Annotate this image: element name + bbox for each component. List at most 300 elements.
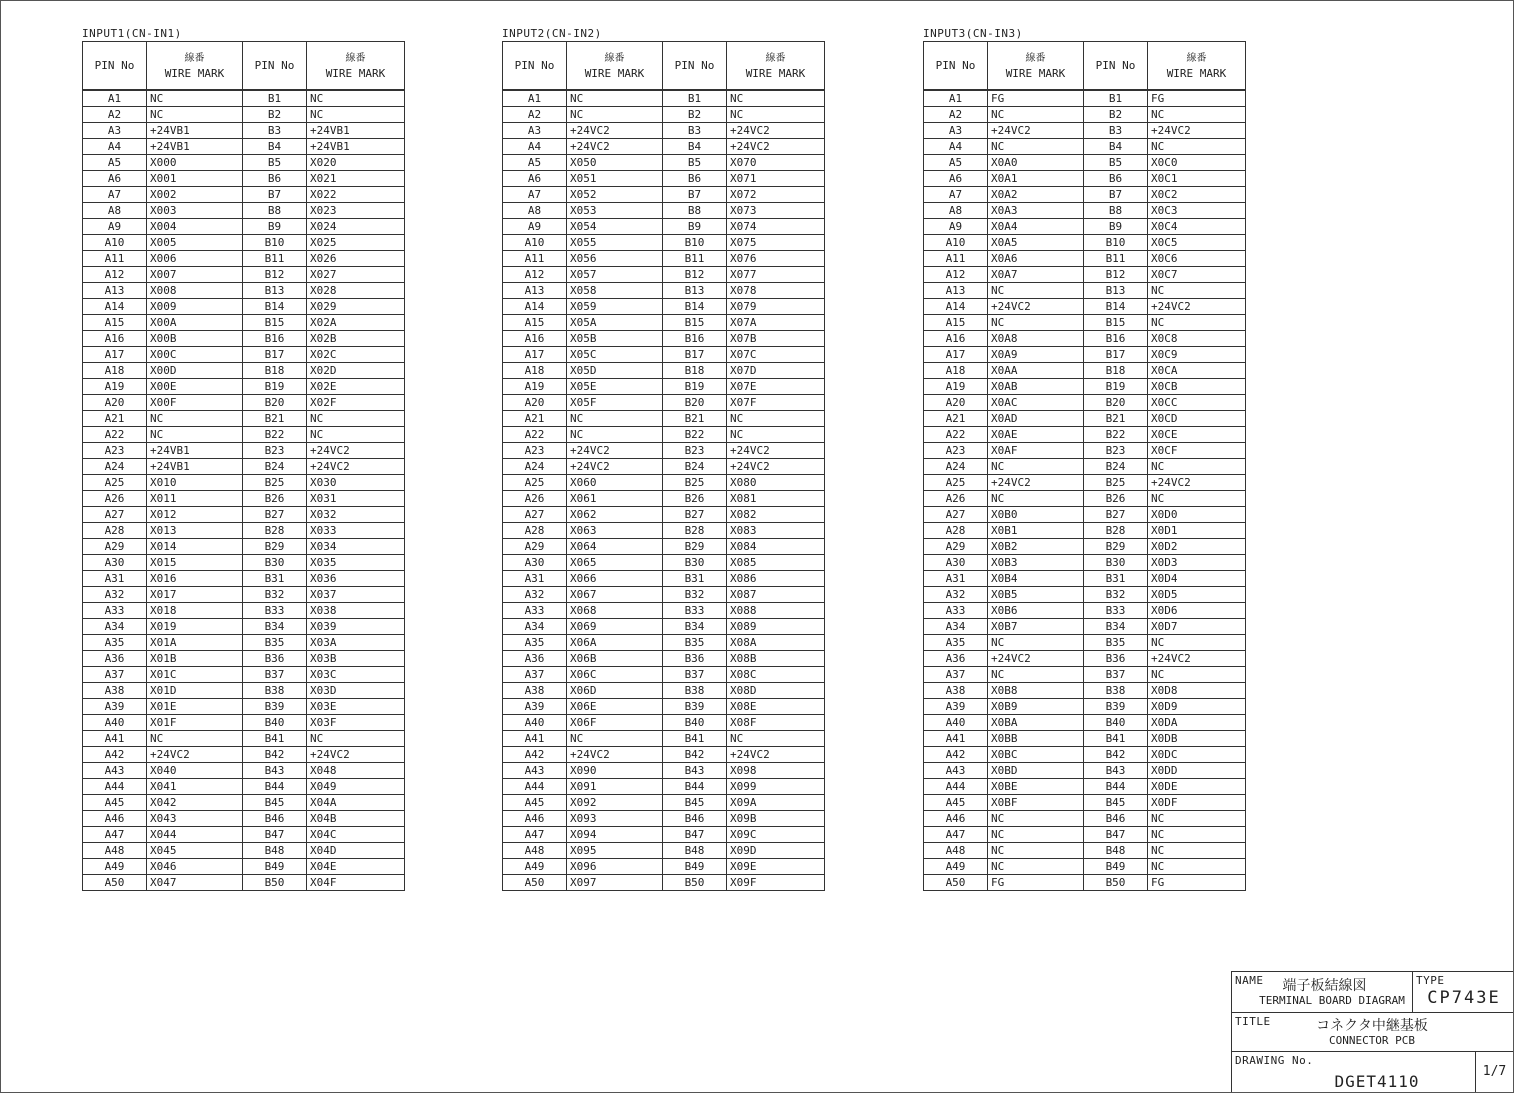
wire-mark: X006 [147, 251, 243, 267]
wire-mark: X077 [727, 267, 825, 283]
pin-header: PIN No [243, 42, 307, 91]
wire-mark: X074 [727, 219, 825, 235]
wire-mark: X00D [147, 363, 243, 379]
table-row [83, 731, 405, 747]
table-row [503, 683, 825, 699]
table-row [83, 235, 405, 251]
table-row [924, 667, 1246, 683]
wire-mark: X060 [567, 475, 663, 491]
type-value: CP743E [1427, 988, 1501, 1008]
wire-header-jp: 線番 [765, 52, 786, 64]
table-row [503, 651, 825, 667]
table-row [503, 235, 825, 251]
wire-mark: X06C [567, 667, 663, 683]
pin-number: B43 [1084, 763, 1148, 779]
wire-mark: X094 [567, 827, 663, 843]
table-row [503, 203, 825, 219]
wire-mark: +24VC2 [727, 747, 825, 763]
wire-mark: +24VB1 [147, 459, 243, 475]
title-block-name-row [1232, 972, 1513, 1013]
pin-number: A49 [924, 859, 988, 875]
table-row [924, 443, 1246, 459]
pin-number: B6 [663, 171, 727, 187]
table-row [503, 571, 825, 587]
pin-number: B5 [1084, 155, 1148, 171]
wire-mark: +24VC2 [307, 459, 405, 475]
table-row [924, 859, 1246, 875]
wire-mark: X090 [567, 763, 663, 779]
pin-number: A31 [924, 571, 988, 587]
pin-number: A34 [503, 619, 567, 635]
pin-number: B42 [243, 747, 307, 763]
drawing-label: DRAWING No. [1235, 1054, 1314, 1067]
pin-number: B6 [243, 171, 307, 187]
wire-mark: NC [147, 427, 243, 443]
pin-number: A22 [83, 427, 147, 443]
type-label: TYPE [1416, 974, 1445, 987]
table-row [503, 427, 825, 443]
pin-number: B39 [243, 699, 307, 715]
pin-number: A40 [83, 715, 147, 731]
wire-mark: X0B8 [988, 683, 1084, 699]
pin-number: A8 [83, 203, 147, 219]
wire-mark: NC [988, 843, 1084, 859]
wire-mark: X09A [727, 795, 825, 811]
table-row [83, 347, 405, 363]
table-row [503, 827, 825, 843]
wire-mark: X0D6 [1148, 603, 1246, 619]
pin-number: A49 [83, 859, 147, 875]
wire-mark: X05B [567, 331, 663, 347]
wire-header [147, 42, 243, 91]
pin-number: B13 [1084, 283, 1148, 299]
drawing-number: DGET4110 [1334, 1072, 1420, 1091]
wire-mark: X03B [307, 651, 405, 667]
wire-mark: NC [1148, 491, 1246, 507]
wire-mark: X086 [727, 571, 825, 587]
pin-number: A40 [503, 715, 567, 731]
pin-number: B2 [663, 107, 727, 123]
pin-table [923, 41, 1246, 891]
wire-mark: X058 [567, 283, 663, 299]
wire-mark: X08C [727, 667, 825, 683]
table-row [83, 651, 405, 667]
pin-number: B44 [1084, 779, 1148, 795]
pin-number: B37 [1084, 667, 1148, 683]
pin-number: A28 [924, 523, 988, 539]
wire-mark: X00E [147, 379, 243, 395]
wire-mark: NC [727, 107, 825, 123]
table-row [924, 811, 1246, 827]
pin-number: A19 [83, 379, 147, 395]
pin-number: A50 [924, 875, 988, 891]
wire-mark: X03A [307, 635, 405, 651]
pin-number: A2 [503, 107, 567, 123]
wire-mark: X04D [307, 843, 405, 859]
pin-number: B41 [243, 731, 307, 747]
pin-number: A24 [83, 459, 147, 475]
table-row [503, 523, 825, 539]
table-row [924, 107, 1246, 123]
wire-mark: X06D [567, 683, 663, 699]
pin-number: B48 [1084, 843, 1148, 859]
pin-number: B4 [663, 139, 727, 155]
table-row [503, 443, 825, 459]
wire-mark: X01C [147, 667, 243, 683]
name-en: TERMINAL BOARD DIAGRAM [1259, 994, 1405, 1007]
pin-number: B24 [663, 459, 727, 475]
pin-number: B30 [663, 555, 727, 571]
table-row [924, 587, 1246, 603]
pin-number: B31 [243, 571, 307, 587]
table-row [503, 587, 825, 603]
pin-number: B16 [243, 331, 307, 347]
pin-number: A10 [924, 235, 988, 251]
wire-mark: X0CD [1148, 411, 1246, 427]
pin-number: B20 [663, 395, 727, 411]
table-row [83, 299, 405, 315]
wire-mark: FG [1148, 90, 1246, 107]
pin-number: B33 [1084, 603, 1148, 619]
wire-mark: X097 [567, 875, 663, 891]
wire-mark: X0A3 [988, 203, 1084, 219]
wire-mark: X09D [727, 843, 825, 859]
pin-number: A13 [503, 283, 567, 299]
table-row [503, 603, 825, 619]
pin-number: A42 [924, 747, 988, 763]
table-row [503, 187, 825, 203]
table-row [924, 875, 1246, 891]
table-row [83, 587, 405, 603]
pin-number: B21 [243, 411, 307, 427]
wire-mark: X096 [567, 859, 663, 875]
pin-number: A15 [503, 315, 567, 331]
wire-mark: X038 [307, 603, 405, 619]
table-row [503, 795, 825, 811]
wire-mark: X003 [147, 203, 243, 219]
wire-mark: NC [727, 90, 825, 107]
table-row [924, 155, 1246, 171]
pin-number: A41 [924, 731, 988, 747]
pin-number: A20 [503, 395, 567, 411]
pin-number: A11 [83, 251, 147, 267]
pin-number: A22 [924, 427, 988, 443]
table-row [83, 139, 405, 155]
pin-number: A17 [503, 347, 567, 363]
pin-number: A29 [503, 539, 567, 555]
table-row [503, 283, 825, 299]
header-row [503, 42, 825, 91]
pin-number: B4 [1084, 139, 1148, 155]
pin-number: A35 [503, 635, 567, 651]
pin-number: B36 [243, 651, 307, 667]
table-row [83, 779, 405, 795]
pin-number: B49 [1084, 859, 1148, 875]
wire-mark: +24VB1 [307, 123, 405, 139]
wire-mark: X04B [307, 811, 405, 827]
wire-mark: NC [988, 635, 1084, 651]
table-row [83, 715, 405, 731]
wire-mark: X0D1 [1148, 523, 1246, 539]
pin-number: B31 [1084, 571, 1148, 587]
pin-number: B36 [663, 651, 727, 667]
wire-mark: NC [988, 859, 1084, 875]
pin-number: A5 [924, 155, 988, 171]
wire-mark: X0D4 [1148, 571, 1246, 587]
table-row [503, 331, 825, 347]
wire-mark: X0B9 [988, 699, 1084, 715]
pin-number: A48 [503, 843, 567, 859]
pin-number: A46 [83, 811, 147, 827]
pin-number: B29 [243, 539, 307, 555]
wire-mark: X045 [147, 843, 243, 859]
pin-number: B1 [663, 90, 727, 107]
pin-number: B49 [663, 859, 727, 875]
wire-mark: X0B4 [988, 571, 1084, 587]
table-row [503, 219, 825, 235]
table-row [924, 763, 1246, 779]
pin-number: A29 [924, 539, 988, 555]
wire-mark: X02D [307, 363, 405, 379]
pin-number: B19 [663, 379, 727, 395]
pin-number: A50 [503, 875, 567, 891]
table-row [924, 90, 1246, 107]
wire-mark: X020 [307, 155, 405, 171]
table-row [924, 843, 1246, 859]
table-row [83, 507, 405, 523]
table-row [924, 523, 1246, 539]
wire-mark: X00B [147, 331, 243, 347]
wire-mark: +24VC2 [727, 459, 825, 475]
table-row [503, 299, 825, 315]
pin-number: B23 [243, 443, 307, 459]
pin-number: B36 [1084, 651, 1148, 667]
pin-number: B3 [1084, 123, 1148, 139]
pin-number: A4 [924, 139, 988, 155]
table-row [924, 363, 1246, 379]
table-row [83, 635, 405, 651]
title-block-drawing-row [1232, 1052, 1513, 1092]
table-row [924, 395, 1246, 411]
pin-number: B23 [663, 443, 727, 459]
pin-number: B8 [663, 203, 727, 219]
pin-number: A24 [503, 459, 567, 475]
wire-mark: X0C2 [1148, 187, 1246, 203]
table-row [503, 555, 825, 571]
wire-mark: NC [1148, 667, 1246, 683]
wire-mark: X071 [727, 171, 825, 187]
pin-number: A17 [83, 347, 147, 363]
table-row [503, 859, 825, 875]
wire-mark: X024 [307, 219, 405, 235]
pin-number: B34 [663, 619, 727, 635]
pin-number: B45 [243, 795, 307, 811]
pin-number: B43 [243, 763, 307, 779]
table-row [83, 379, 405, 395]
table-row [503, 811, 825, 827]
pin-number: B5 [243, 155, 307, 171]
pin-number: A26 [924, 491, 988, 507]
table-row [503, 539, 825, 555]
pin-number: B12 [1084, 267, 1148, 283]
table-row [924, 331, 1246, 347]
table-row [83, 331, 405, 347]
table-row [503, 347, 825, 363]
wire-mark: X055 [567, 235, 663, 251]
pin-number: A44 [924, 779, 988, 795]
table-row [83, 571, 405, 587]
wire-mark: +24VC2 [1148, 123, 1246, 139]
table-row [83, 875, 405, 891]
wire-mark: X0AF [988, 443, 1084, 459]
wire-mark: +24VC2 [988, 299, 1084, 315]
wire-mark: X099 [727, 779, 825, 795]
pin-number: A39 [83, 699, 147, 715]
pin-number: B38 [243, 683, 307, 699]
wire-mark: X00A [147, 315, 243, 331]
pin-number: B17 [663, 347, 727, 363]
pin-number: B27 [243, 507, 307, 523]
wire-mark: X005 [147, 235, 243, 251]
pin-number: B13 [663, 283, 727, 299]
table-row [924, 267, 1246, 283]
wire-mark: X0C0 [1148, 155, 1246, 171]
table-row [503, 507, 825, 523]
pin-number: B11 [663, 251, 727, 267]
pin-number: A36 [503, 651, 567, 667]
pin-number: A1 [503, 90, 567, 107]
wire-mark: X05F [567, 395, 663, 411]
wire-mark: X07D [727, 363, 825, 379]
pin-number: A43 [924, 763, 988, 779]
wire-mark: X09F [727, 875, 825, 891]
wire-mark: X023 [307, 203, 405, 219]
wire-mark: X034 [307, 539, 405, 555]
wire-mark: X033 [307, 523, 405, 539]
wire-mark: X03C [307, 667, 405, 683]
table-row [924, 139, 1246, 155]
wire-mark: X070 [727, 155, 825, 171]
pin-number: B34 [1084, 619, 1148, 635]
pin-number: B8 [1084, 203, 1148, 219]
wire-mark: X007 [147, 267, 243, 283]
wire-mark: NC [1148, 315, 1246, 331]
table-row [503, 107, 825, 123]
wire-mark: NC [1148, 139, 1246, 155]
wire-mark: X0C6 [1148, 251, 1246, 267]
wire-mark: X084 [727, 539, 825, 555]
table-row [83, 683, 405, 699]
wire-mark: X088 [727, 603, 825, 619]
wire-mark: X02A [307, 315, 405, 331]
wire-mark: X0B7 [988, 619, 1084, 635]
wire-mark: X072 [727, 187, 825, 203]
pin-number: A50 [83, 875, 147, 891]
pin-table [82, 41, 405, 891]
pin-number: A25 [83, 475, 147, 491]
pin-number: B30 [1084, 555, 1148, 571]
pin-number: B34 [243, 619, 307, 635]
pin-number: A7 [83, 187, 147, 203]
pin-number: A49 [503, 859, 567, 875]
pin-number: B40 [1084, 715, 1148, 731]
title-block-title-row [1232, 1012, 1513, 1052]
wire-mark: +24VC2 [147, 747, 243, 763]
wire-mark: +24VC2 [988, 475, 1084, 491]
pin-number: B42 [1084, 747, 1148, 763]
pin-number: A42 [83, 747, 147, 763]
wire-mark: X013 [147, 523, 243, 539]
pin-number: B7 [663, 187, 727, 203]
table-row [503, 635, 825, 651]
wire-mark: X0B1 [988, 523, 1084, 539]
title-label: TITLE [1235, 1015, 1271, 1028]
wire-mark: X001 [147, 171, 243, 187]
pin-number: A44 [83, 779, 147, 795]
wire-mark: X0AA [988, 363, 1084, 379]
wire-mark: X0A2 [988, 187, 1084, 203]
pin-number: B25 [1084, 475, 1148, 491]
table-row [924, 827, 1246, 843]
wire-mark: X07C [727, 347, 825, 363]
table-row [83, 443, 405, 459]
pin-number: B8 [243, 203, 307, 219]
wire-mark: X0CB [1148, 379, 1246, 395]
pin-number: A9 [924, 219, 988, 235]
wire-mark: X08A [727, 635, 825, 651]
table-row [503, 395, 825, 411]
wire-mark: X0B3 [988, 555, 1084, 571]
pin-number: A10 [503, 235, 567, 251]
table-row [83, 555, 405, 571]
pin-number: A48 [83, 843, 147, 859]
wire-mark: X06E [567, 699, 663, 715]
wire-mark: X02F [307, 395, 405, 411]
wire-mark: X029 [307, 299, 405, 315]
table-row [503, 315, 825, 331]
table-row [924, 571, 1246, 587]
pin-number: A27 [83, 507, 147, 523]
pin-number: B37 [243, 667, 307, 683]
pin-number: B29 [1084, 539, 1148, 555]
pin-number: B46 [663, 811, 727, 827]
wire-mark: X031 [307, 491, 405, 507]
pin-number: B14 [243, 299, 307, 315]
wire-mark: NC [988, 459, 1084, 475]
pin-number: A28 [503, 523, 567, 539]
pin-number: B28 [663, 523, 727, 539]
connector-title: INPUT3(CN-IN3) [923, 27, 1023, 40]
pin-number: A6 [503, 171, 567, 187]
table-row [83, 267, 405, 283]
header-row [83, 42, 405, 91]
wire-mark: X0BD [988, 763, 1084, 779]
wire-mark: NC [1148, 107, 1246, 123]
pin-number: A36 [83, 651, 147, 667]
wire-mark: X0A0 [988, 155, 1084, 171]
wire-mark: X036 [307, 571, 405, 587]
pin-number: A8 [924, 203, 988, 219]
pin-number: B9 [1084, 219, 1148, 235]
table-row [83, 203, 405, 219]
wire-mark: X0BB [988, 731, 1084, 747]
pin-number: A38 [924, 683, 988, 699]
pin-number: B17 [1084, 347, 1148, 363]
pin-number: B1 [1084, 90, 1148, 107]
pin-number: A11 [503, 251, 567, 267]
wire-mark: X0A6 [988, 251, 1084, 267]
pin-number: A37 [503, 667, 567, 683]
